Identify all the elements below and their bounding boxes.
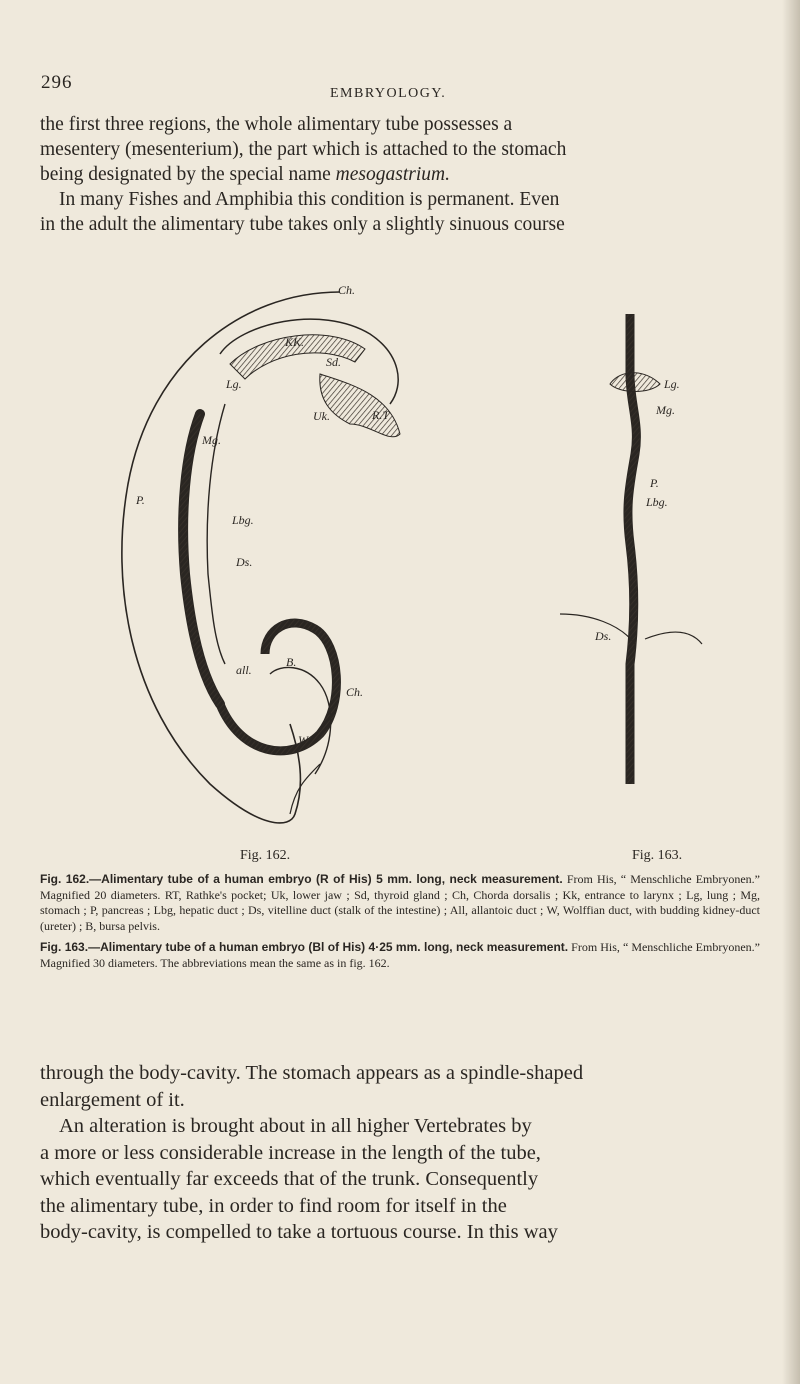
fig162-label-b: B. — [286, 655, 297, 669]
fig163-right-stalk — [645, 632, 702, 644]
italic-term: mesogastrium. — [335, 164, 450, 185]
fig162-label-rt: R.T — [372, 408, 390, 422]
text-line: in the adult the alimentary tube takes only a slightly sinuous course — [40, 214, 565, 235]
fig162-label-p: P. — [136, 493, 145, 507]
fig162-wolffian-duct — [290, 764, 320, 814]
page-number: 296 — [41, 72, 73, 93]
fig163-title: Fig. 163. — [632, 848, 683, 863]
fig163-label-mg: Mg. — [656, 403, 675, 417]
caption-fig162 — [40, 872, 760, 934]
text-line: the first three regions, the whole alimentary tube possesses a — [40, 114, 513, 135]
fig162-label-kk: KK. — [285, 335, 305, 349]
fig162-title: Fig. 162. — [240, 848, 291, 863]
text-line: body-cavity, is compelled to take a tortuous course. In this way — [40, 1221, 558, 1243]
fig162-label-mg: Mg. — [202, 433, 221, 447]
text-line: An alteration is brought about in all higher Vertebrates by — [59, 1115, 532, 1137]
body-text-top — [40, 112, 758, 237]
running-head: EMBRYOLOGY. — [330, 86, 447, 101]
fig162-label-ch-bottom: Ch. — [346, 685, 364, 699]
fig163-lung-bud — [610, 373, 660, 392]
fig162-label-w: W. — [298, 733, 310, 747]
caption-head: Fig. 163.—Alimentary tube of a human embryo (Bl of His) 4·25 mm. long, neck measurement. — [40, 940, 569, 954]
fig162-label-uk: Uk. — [313, 409, 330, 423]
figure-captions — [40, 872, 760, 977]
text-line: through the body-cavity. The stomach appears as a spindle-shaped — [40, 1062, 584, 1084]
fig163-label-p: P. — [650, 476, 659, 490]
text-span: being designated by the special name — [40, 164, 336, 185]
text-line: a more or less considerable increase in the length of the tube, — [40, 1141, 541, 1164]
caption-head: Fig. 162.—Alimentary tube of a human embryo (R of His) 5 mm. long, neck measurement. — [40, 872, 563, 886]
text-line: the alimentary tube, in order to find room for itself in the — [40, 1194, 507, 1217]
fig162-label-sd: Sd. — [326, 355, 341, 369]
page-edge-shadow — [782, 0, 800, 1384]
text-line: mesentery (mesenterium), the part which is attached to the stomach — [40, 139, 567, 160]
text-line: In many Fishes and Amphibia this condition is permanent. Even — [59, 189, 560, 210]
caption-body: From His, “ Menschliche Embryonen.” Magnified 30 diameters. The abbreviations mean the same as in fig. 162. — [40, 940, 760, 970]
body-text-bottom — [40, 1060, 758, 1246]
fig162-label-all: all. — [236, 663, 252, 677]
fig162-label-ds: Ds. — [236, 555, 253, 569]
text-line: which eventually far exceeds that of the trunk. Consequently — [40, 1168, 539, 1190]
text-line — [40, 162, 758, 187]
fig162-label-ch-top: Ch. — [338, 284, 356, 297]
embryo-illustration — [90, 284, 730, 844]
text-line: enlargement of it. — [40, 1088, 185, 1111]
fig163-label-ds: Ds. — [595, 629, 612, 643]
fig163-label-lbg: Lbg. — [646, 495, 668, 509]
caption-fig163 — [40, 940, 760, 971]
fig162-pharynx — [320, 374, 400, 437]
fig162-label-lbg: Lbg. — [232, 513, 254, 527]
fig162-allantois-curve — [270, 667, 331, 774]
fig162-label-lg: Lg. — [226, 377, 242, 391]
caption-body: From His, “ Menschliche Embryonen.” Magnified 20 diameters. RT, Rathke's pocket; Uk, lower jaw ; Sd, thyroid gland ; Ch, Chorda dorsalis ; Kk, entrance to larynx ; Lg, lung ; Mg, stomach ; P, pancreas ; Lbg, hepatic duct ; Ds, vitelline duct (stalk of the intestine) ; All, allantoic duct ; W, Wolffian duct, with budding kidney-duct (ureter) ; B, bursa pelvis. — [40, 872, 761, 933]
fig163-label-lg: Lg. — [664, 377, 680, 391]
